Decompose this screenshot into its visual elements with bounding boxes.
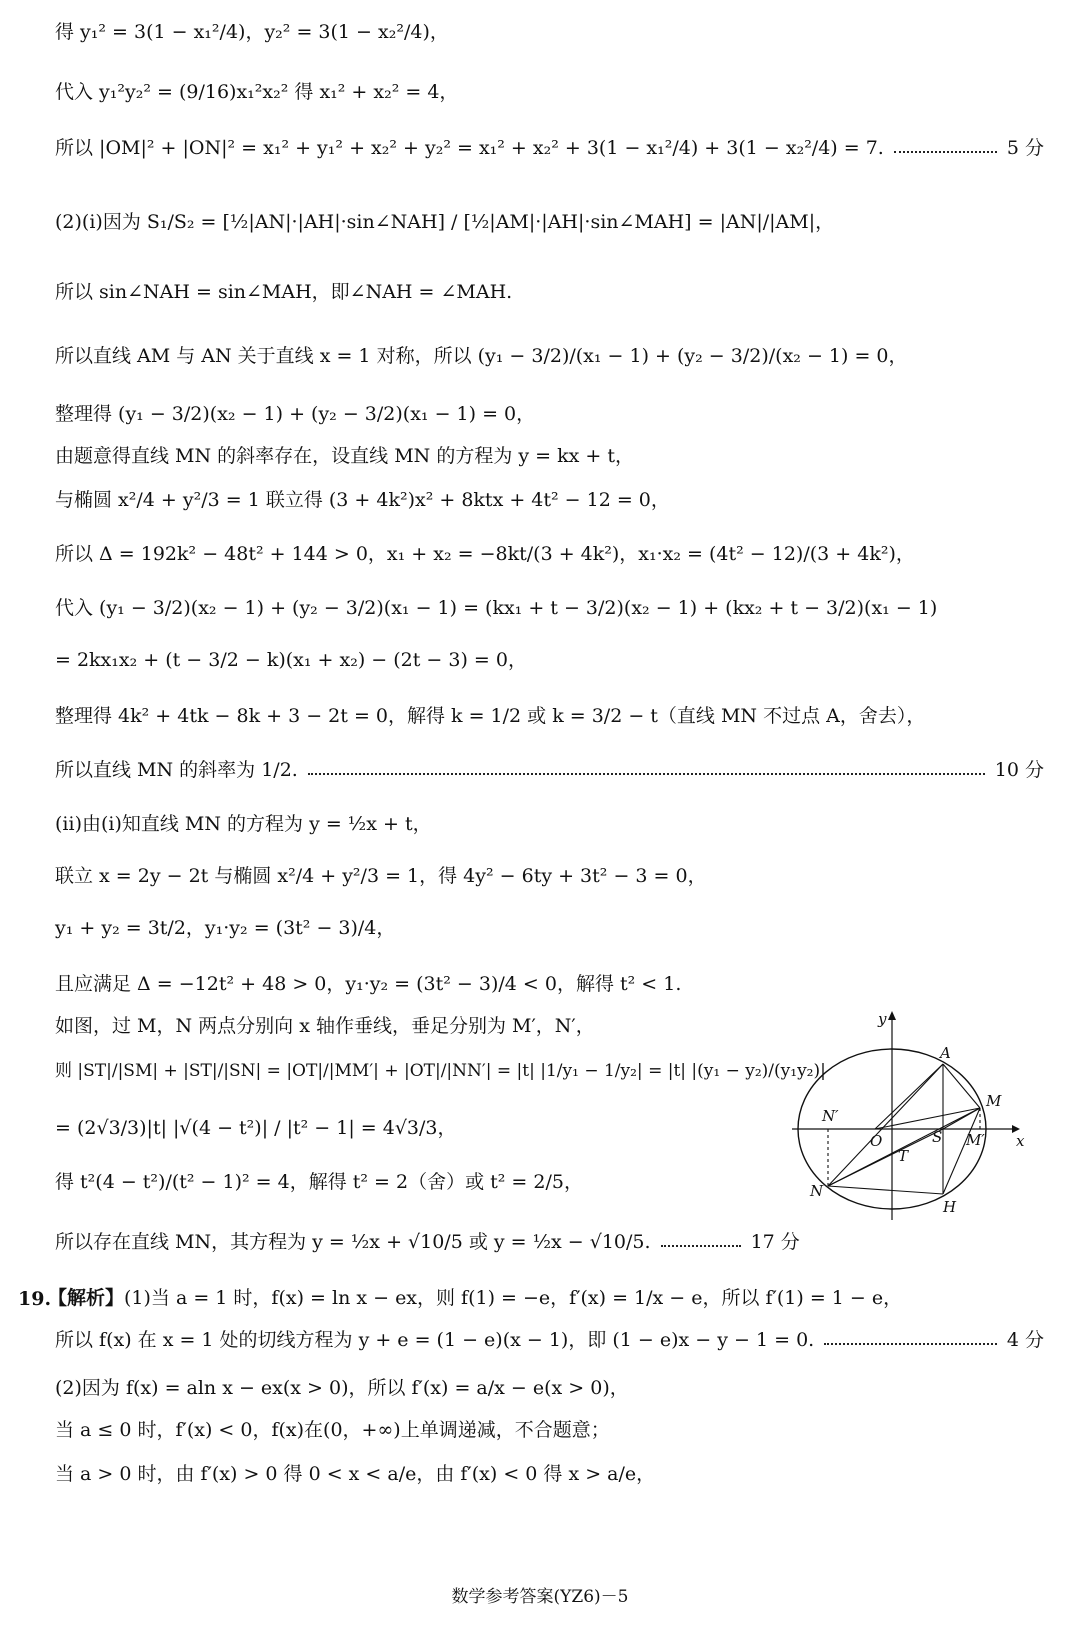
- line-20: [55, 1062, 826, 1082]
- line-25-text: 所以 f(x) 在 x = 1 处的切线方程为 y + e = (1 − e)(x − 1)，即 (1 − e)x − y − 1 = 0.: [55, 1329, 815, 1351]
- line-19-text: 如图，过 M，N 两点分别向 x 轴作垂线，垂足分别为 M′，N′，: [55, 1015, 595, 1037]
- line-26-text: (2)因为 f(x) = aln x − ex(x > 0)，所以 f′(x) = a/x − e(x > 0)，: [55, 1377, 629, 1399]
- line-OM: [875, 1108, 980, 1129]
- line-15: [55, 814, 432, 836]
- line-7-text: 整理得 (y₁ − 3/2)(x₂ − 1) + (y₂ − 3/2)(x₁ − 1) = 0，: [55, 403, 536, 425]
- line-26: [55, 1378, 629, 1400]
- line-19: [55, 1016, 595, 1038]
- line-11-text: 代入 (y₁ − 3/2)(x₂ − 1) + (y₂ − 3/2)(x₁ − 1) = (kx₁ + t − 3/2)(x₂ − 1) + (kx₂ + t − 3/2)(x₁ − 1): [55, 597, 938, 619]
- line-16: [55, 866, 707, 888]
- line-2: [55, 82, 458, 104]
- label-A: A: [940, 1044, 951, 1062]
- line-10-text: 所以 Δ = 192k² − 48t² + 144 > 0，x₁ + x₂ = −8kt/(3 + 4k²)，x₁·x₂ = (4t² − 12)/(3 + 4k²)，: [55, 543, 915, 565]
- line-1-text: 得 y₁² = 3(1 − x₁²/4)，y₂² = 3(1 − x₂²/4)，: [55, 21, 449, 43]
- line-4: [55, 212, 834, 234]
- line-8: [55, 446, 634, 468]
- line-23: [55, 1231, 800, 1254]
- line-20-text: 则 |ST|/|SM| + |ST|/|SN| = |OT|/|MM′| + |OT|/|NN′| = |t| |1/y₁ − 1/y₂| = |t| |(y₁ − y₂)/(y₁y₂)|: [55, 1061, 826, 1081]
- analysis-tag: 【解析】: [48, 1287, 125, 1309]
- line-3-text: 所以 |OM|² + |ON|² = x₁² + y₁² + x₂² + y₂² = x₁² + x₂² + 3(1 − x₁²/4) + 3(1 − x₂²/4) = 7.: [55, 137, 884, 159]
- question-number: 19.: [18, 1288, 52, 1310]
- ellipse-figure: [780, 1008, 1030, 1223]
- score-5: 5 分: [1006, 137, 1044, 159]
- label-T: T: [898, 1147, 909, 1165]
- line-22-text: 得 t²(4 − t²)/(t² − 1)² = 4，解得 t² = 2（舍）或 t² = 2/5，: [55, 1171, 583, 1193]
- label-y: y: [878, 1010, 887, 1028]
- line-1: [55, 22, 449, 44]
- label-O: O: [870, 1132, 883, 1150]
- line-5-text: 所以 sin∠NAH = sin∠MAH，即∠NAH = ∠MAH.: [55, 281, 513, 303]
- label-N-prime: N′: [822, 1107, 839, 1125]
- line-18: [55, 974, 681, 996]
- line-22: [55, 1172, 583, 1194]
- line-11: [55, 598, 937, 620]
- line-13-text: 整理得 4k² + 4tk − 8k + 3 − 2t = 0，解得 k = 1/2 或 k = 3/2 − t（直线 MN 不过点 A，舍去），: [55, 705, 926, 727]
- line-AN: [828, 1064, 943, 1186]
- line-28-text: 当 a > 0 时，由 f′(x) > 0 得 0 < x < a/e，由 f′(x) < 0 得 x > a/e，: [55, 1463, 656, 1485]
- line-7: [55, 404, 535, 426]
- label-N: N: [810, 1182, 824, 1200]
- line-MH: [943, 1108, 980, 1194]
- score-17: 17 分: [750, 1231, 800, 1253]
- label-S: S: [932, 1128, 943, 1146]
- page-footer: 数学参考答案(YZ6)－5: [451, 1587, 629, 1607]
- line-27: [55, 1420, 610, 1442]
- line-12: [55, 650, 527, 672]
- line-28: [55, 1464, 655, 1486]
- leader-dots: [894, 149, 997, 153]
- line-12-text: = 2kx₁x₂ + (t − 3/2 − k)(x₁ + x₂) − (2t − 3) = 0，: [55, 649, 527, 671]
- line-NH: [828, 1186, 943, 1194]
- line-9-text: 与椭圆 x²/4 + y²/3 = 1 联立得 (3 + 4k²)x² + 8ktx + 4t² − 12 = 0，: [55, 489, 670, 511]
- label-x: x: [1016, 1132, 1025, 1150]
- label-H: H: [943, 1198, 957, 1216]
- line-OA: [875, 1064, 943, 1129]
- leader-dots: [824, 1341, 997, 1345]
- line-21: [55, 1118, 457, 1140]
- label-M-prime: M′: [966, 1131, 985, 1149]
- line-2-text: 代入 y₁²y₂² = (9/16)x₁²x₂² 得 x₁² + x₂² = 4，: [55, 81, 459, 103]
- line-6-text: 所以直线 AM 与 AN 关于直线 x = 1 对称，所以 (y₁ − 3/2)/(x₁ − 1) + (y₂ − 3/2)/(x₂ − 1) = 0，: [55, 345, 908, 367]
- line-8-text: 由题意得直线 MN 的斜率存在，设直线 MN 的方程为 y = kx + t，: [55, 445, 634, 467]
- line-10: [55, 544, 915, 566]
- line-14: [55, 760, 1044, 782]
- line-24-text: (1)当 a = 1 时，f(x) = ln x − ex，则 f(1) = −e，f′(x) = 1/x − e，所以 f′(1) = 1 − e，: [124, 1287, 903, 1309]
- line-17-text: y₁ + y₂ = 3t/2，y₁·y₂ = (3t² − 3)/4，: [55, 917, 396, 939]
- line-23-text: 所以存在直线 MN，其方程为 y = ½x + √10/5 或 y = ½x − √10/5.: [55, 1231, 651, 1253]
- label-M: M: [986, 1092, 1002, 1110]
- leader-dots: [308, 771, 985, 775]
- line-9: [55, 490, 670, 512]
- line-13: [55, 706, 925, 728]
- line-27-text: 当 a ≤ 0 时，f′(x) < 0，f(x)在(0，+∞)上单调递减，不合题意；: [55, 1419, 610, 1441]
- line-25: [55, 1330, 1044, 1352]
- line-15-text: (ⅱ)由(ⅰ)知直线 MN 的方程为 y = ½x + t，: [55, 813, 432, 835]
- line-18-text: 且应满足 Δ = −12t² + 48 > 0，y₁·y₂ = (3t² − 3)/4 < 0，解得 t² < 1.: [55, 973, 682, 995]
- line-6: [55, 346, 908, 368]
- leader-dots: [661, 1243, 741, 1247]
- line-5: [55, 282, 512, 304]
- score-10: 10 分: [994, 759, 1044, 781]
- y-axis-arrow: [888, 1011, 896, 1020]
- line-14-text: 所以直线 MN 的斜率为 1/2.: [55, 759, 298, 781]
- line-21-text: = (2√3/3)|t| |√(4 − t²)| / |t² − 1| = 4√3/3，: [55, 1117, 457, 1139]
- line-16-text: 联立 x = 2y − 2t 与椭圆 x²/4 + y²/3 = 1，得 4y² − 6ty + 3t² − 3 = 0，: [55, 865, 707, 887]
- line-4-text: (2)(ⅰ)因为 S₁/S₂ = [½|AN|·|AH|·sin∠NAH] / [½|AM|·|AH|·sin∠MAH] = |AN|/|AM|，: [55, 211, 835, 233]
- line-NS: [828, 1129, 943, 1186]
- score-4: 4 分: [1006, 1329, 1044, 1351]
- line-17: [55, 918, 395, 940]
- line-3: [55, 138, 1044, 160]
- line-24: [48, 1288, 902, 1310]
- line-AM: [943, 1064, 980, 1108]
